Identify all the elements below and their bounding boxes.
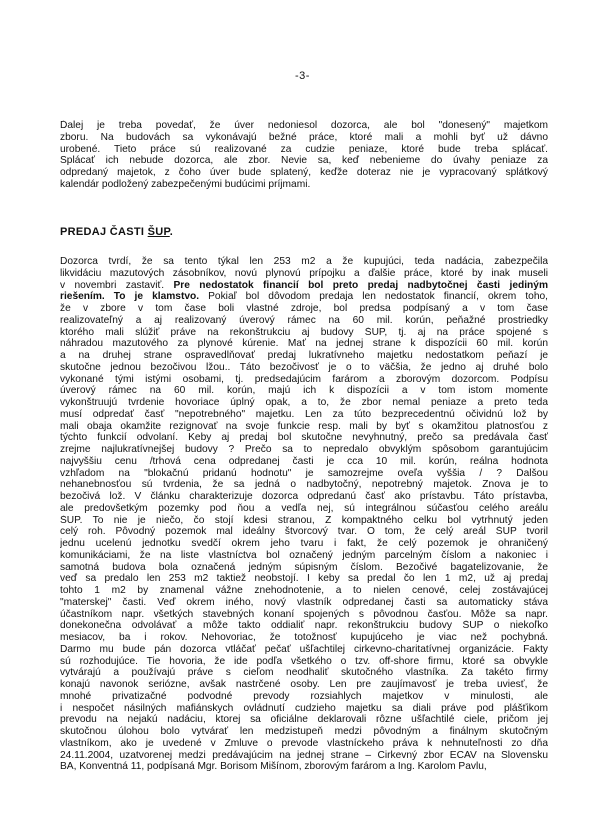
text-line (60, 738, 548, 750)
text-run: realizovateľný a aj realizovaný úverový rámec na 60 mil. korún, peňažné prostriedky (60, 314, 548, 326)
heading-prefix: PREDAJ ČASTI (60, 226, 148, 238)
heading-underlined: ŠUP (147, 226, 170, 238)
text-line (60, 315, 548, 327)
text-run: Dozorca tvrdí, že sa tento týkal len 253 m2 a že kupujúci, teda nadácia, zabezpečila (60, 256, 548, 267)
text-run: samotná budova bola označená jedným súpisným číslom. Bezočivé bagatelizovanie, že (60, 561, 548, 573)
text-run: vzhľadom na "blokačnú pridanú hodnotu" je samozrejme oveľa vyššia / ? Ďalšou (60, 467, 548, 479)
heading-suffix: . (169, 226, 174, 238)
text-line (60, 703, 548, 715)
text-line (60, 350, 548, 362)
text-line (60, 761, 548, 773)
text-line (60, 374, 548, 386)
text-line (60, 421, 548, 433)
text-line (60, 538, 548, 550)
text-run: a na druhej strane ospravedlňovať predaj lukratívneho majetku nedostatkom peňazí je (60, 350, 548, 361)
text-line (60, 256, 548, 268)
text-run: náhradou mazutového za plynové kúrenie. Mať na jednej strane k dispozícii 60 mil. korún (60, 338, 548, 350)
text-run: mnohé privatizačné podvodné prevody rozsiahlych majetkov v minulosti, ale (60, 690, 548, 702)
text-line (60, 644, 548, 656)
text-run: týchto funkcií odvolaní. Keby aj predaj bol skutočne nevyhnutný, prečo sa predávala časť (60, 432, 548, 444)
text-line (60, 362, 548, 374)
text-run: musí odpredať časť "nepotrebného" majetku. Len za túto bezprecedentnú očividnú lož by (60, 408, 548, 420)
text-line (60, 562, 548, 574)
text-run: "materskej" časti. Veď okrem iného, nový vlastník odpredanej časti sa automaticky stáva (60, 596, 548, 608)
text-run: donekonečna odvolávať a môže takto oddialiť napr. rekonštrukciu budovy ŠUP o niekoľko (60, 620, 548, 632)
text-line: odpredaný majetok, z čoho úver bude splatený, keďže doteraz nie je vypracovaný splátkový (60, 167, 548, 178)
text-line (60, 585, 548, 597)
text-line (60, 479, 548, 491)
text-run: jednu ucelenú jednotku svedčí okrem jeho tvaru i fakt, že celý pozemok je ohraničený (60, 538, 548, 549)
text-line (60, 573, 548, 585)
text-run: veď sa predalo len 253 m2 taktiež neobstojí. I keby sa predal čo len 1 m2, už aj predaj (60, 573, 548, 585)
text-line (60, 714, 548, 726)
text-line (60, 620, 548, 632)
text-run: skutočne jednou bezočivou lžou.. Táto bezočivosť je o to väčšia, že jedno aj druhé bolo (60, 361, 548, 373)
text-line (60, 268, 548, 280)
text-line (60, 550, 548, 562)
text-line (60, 515, 548, 527)
text-line: Ďalej je treba povedať, že úver nedoniesol dozorca, ale bol "donesený" majetkom (60, 120, 548, 131)
text-run: zrejme najlukratívnejšej budovy ? Prečo sa to nepredalo obvyklým spôsobom garantujúcim (60, 444, 548, 455)
text-run: BA, Konventná 11, podpísaná Mgr. Borisom Mišínom, zborovým farárom a Ing. Karolom Pavlu, (60, 761, 487, 773)
text-run: úverový rámec na 60 mil. korún, majú ich k dispozícii a v tom istom momente (60, 385, 548, 397)
text-run: Darmo mu bude pán dozorca vtláčať pečať ušľachtilej cirkevno-charitatívnej organizácie. Fakty (60, 643, 548, 655)
text-line (60, 503, 548, 515)
text-line (60, 726, 548, 738)
text-run: mali obaja okamžite rezignovať na svoje funkcie resp. mali by byť s okamžitou platnosťou z (60, 420, 548, 432)
text-line (60, 327, 548, 339)
text-line (60, 291, 548, 303)
text-line (60, 750, 548, 762)
text-run: bezočivá lož. V článku charakterizuje dozorca odpredanú časť ako prístavbu. Táto prístavba, (60, 491, 548, 502)
text-line (60, 597, 548, 609)
text-line (60, 385, 548, 397)
text-line (60, 303, 548, 315)
text-line (60, 609, 548, 621)
text-line: urobené. Tieto práce sú realizované za cudzie peniaze, ktoré bude treba splácať. (60, 143, 548, 155)
text-line (60, 656, 548, 668)
section-heading (60, 226, 173, 238)
paragraph-sale (60, 256, 548, 773)
text-line (60, 444, 548, 456)
text-line (60, 338, 548, 350)
text-run: ŠUP. To nie je niečo, čo stojí kdesi stranou, Z kompaktného celku bol vytrhnutý jeden (60, 514, 548, 526)
page-number: -3- (295, 70, 310, 82)
text-run: skutočnou úlohou bolo vytvárať len medzistupeň medzi pôvodným a finálnym skutočným (60, 726, 548, 737)
text-run: mesiacov, ba i rokov. Nehovoriac, že totožnosť kupujúceho je viac než pochybná. (60, 632, 548, 643)
text-line (60, 432, 548, 444)
text-run: prevodu na nejakú nadáciu, ktorej sa oficiálne deklarovali rôzne ušľachtilé ciele, pričom jej (60, 714, 548, 726)
text-run: vytvárajú a používajú práve s cieľom neodhaliť skutočného vlastníka. Za takéto firmy (60, 667, 548, 679)
text-line (60, 679, 548, 691)
text-run: tohto 1 m2 by znamenal vážne znehodnotenie, a to nielen cenové, celej zostávajúcej (60, 585, 548, 596)
text-line (60, 409, 548, 421)
text-line (60, 491, 548, 503)
text-run: 24.11.2004, uzatvorenej medzi predávajúcim na jednej strane – Cirkevný zbor ECAV na Slovensku (60, 749, 548, 761)
text-line: zboru. Na budovách sa vykonávajú bežné práce, ktoré mali a mohli byť už dávno (60, 131, 548, 143)
text-run: sú rozhodujúce. Tie hovoria, že ide podľa všetkého o tzv. off-shore firmu, ktoré sa obvykle (60, 655, 548, 667)
text-line: kalendár podložený zabezpečenými budúcimi príjmami. (60, 178, 311, 190)
text-line (60, 526, 548, 538)
text-line (60, 691, 548, 703)
text-line (60, 397, 548, 409)
text-line (60, 632, 548, 644)
bold-text: Pre nedostatok financií bol preto predaj nadbytočnej časti jediným (173, 279, 548, 291)
text-run: vykonštruujú tvrdenie hovoriace úplný opak, a to, že zbor nemal peniaze a preto teda (60, 397, 548, 408)
text-run: likvidáciu mazutových zásobníkov, novú plynovú prípojku a ďalšie práce, ktoré by inak museli (60, 267, 548, 279)
bold-text: riešením. To je klamstvo. (60, 291, 200, 303)
text-run: najvyššiu cenu /trhová cena odpredanej časti je cca 10 mil. korún, reálna hodnota (60, 455, 548, 467)
text-line (60, 280, 548, 292)
text-line: Splácať ich nebude dozorca, ale zbor. Nevie sa, keď nebenieme do úvahy peniaze za (60, 155, 548, 167)
text-run: celý roh. Pôvodný pozemok mal ideálny štvorcový tvar. O tom, že celý areál ŠUP tvoril (60, 526, 548, 538)
text-run: nehanebnosťou sú tvrdenia, že sa jedná o nadbytočný, nepotrebný majetok. Znova je to (60, 479, 548, 491)
text-run: ale predovšetkým pozemky pod ňou a vedľa nej, sú integrálnou súčasťou celého areálu (60, 502, 548, 514)
text-run: konajú navonok seriózne, avšak nastrčené osoby. Len pre zaujímavosť je treba uviesť, že (60, 679, 548, 690)
text-run: vlastníkom, ako je uvedené v Zmluve o prevode vlastníckeho práva k nehnuteľnosti zo dňa (60, 737, 548, 749)
text-run: komunikáciami, že na liste vlastníctva bol označený jedným parcelným číslom a nakoniec i (60, 549, 548, 561)
text-line (60, 468, 548, 480)
text-run: Pokiaľ bol dôvodom predaja len nedostatok financií, okrem toho, (199, 291, 548, 303)
text-run: vykonané tými istými osobami, tj. predsedajúcim farárom a zborovým dozorcom. Podpísu (60, 373, 548, 385)
text-run: ktorého mali slúžiť práve na rekonštrukciu aj budovy ŠUP, tj. aj na práce spojené s (60, 326, 548, 338)
text-run: v novembri zastaviť. (60, 279, 174, 291)
text-line (60, 456, 548, 468)
text-run: účastníkom napr. všetkých stavebných konaní spojených s pôvodnou časťou. Môže sa napr. (60, 608, 548, 620)
text-run: i nespočet násilných mafiánskych ovládnutí cudzieho majetku sa diali práve pod plášťikom (60, 702, 548, 714)
text-line (60, 667, 548, 679)
paragraph-loan (60, 120, 548, 191)
text-run: že v zbore v tom čase boli vlastné zdroje, bol predsa podpísaný a v tom čase (60, 303, 548, 314)
